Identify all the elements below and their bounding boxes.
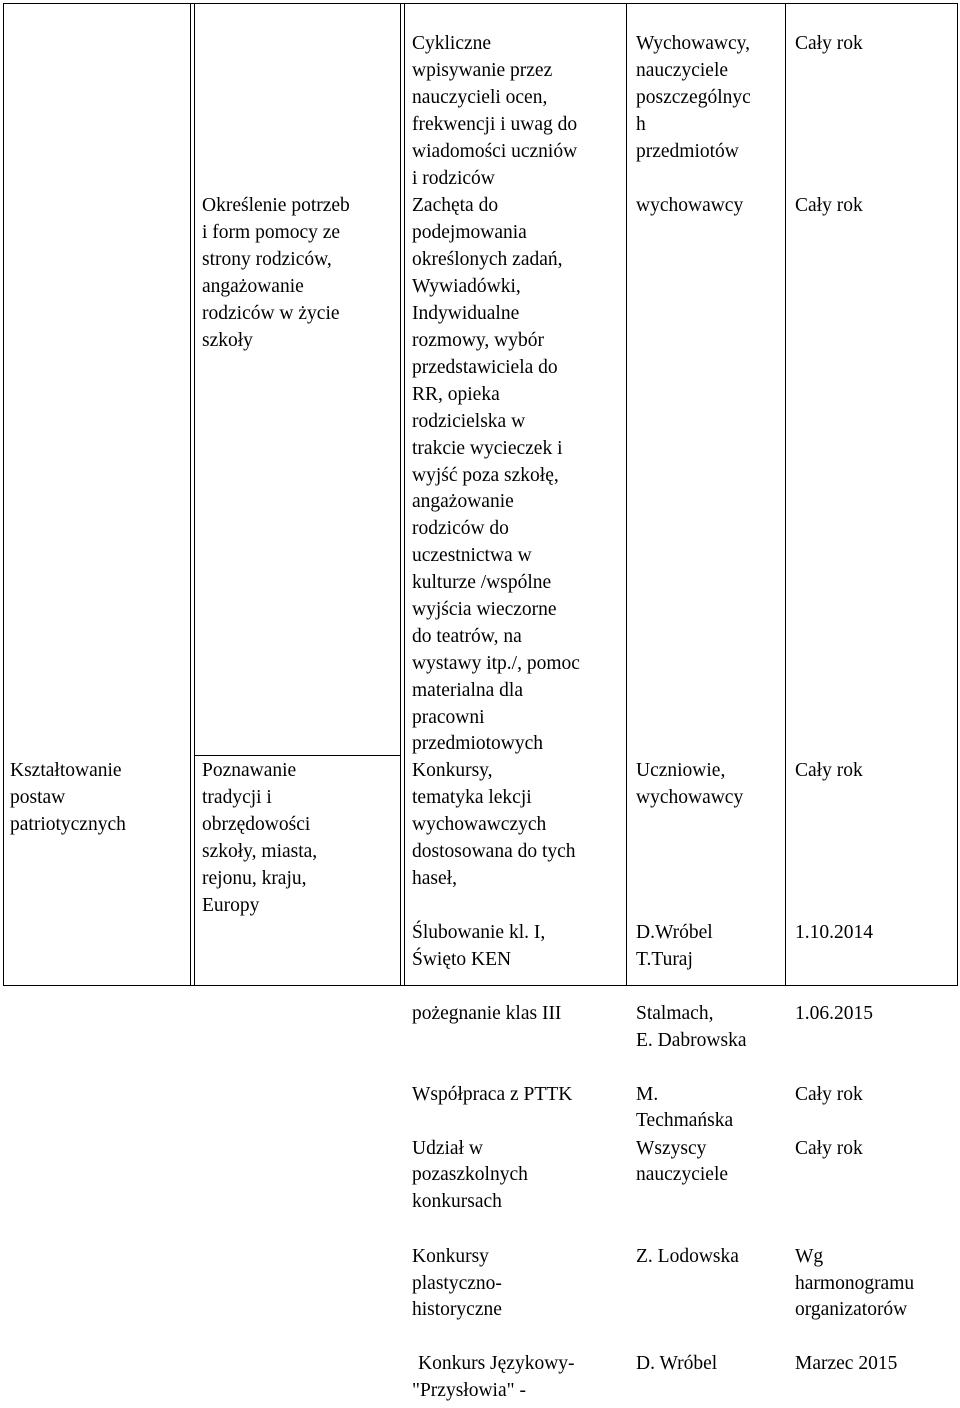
responsible-text: przedmiotów bbox=[636, 141, 739, 162]
responsible-text: Techmańska bbox=[636, 1110, 734, 1131]
activity-text: Wywiadówki, bbox=[412, 276, 521, 297]
term-text: Marzec 2015 bbox=[795, 1353, 898, 1374]
activity-text: Konkursy, bbox=[412, 760, 493, 781]
activity-text: określonych zadań, bbox=[412, 249, 563, 270]
activity-text: Święto KEN bbox=[412, 949, 512, 970]
term-text: 1.10.2014 bbox=[795, 922, 873, 943]
activity-text: wychowawczych bbox=[412, 814, 547, 835]
activity-text: Ślubowanie kl. I, bbox=[412, 922, 546, 943]
column-divider bbox=[404, 3, 405, 985]
term-text: Cały rok bbox=[795, 195, 863, 216]
term-text: organizatorów bbox=[795, 1299, 908, 1320]
responsible-text: Wychowawcy, bbox=[636, 33, 750, 54]
border-left bbox=[3, 3, 4, 985]
activity-text: podejmowania bbox=[412, 222, 527, 243]
column-divider bbox=[785, 3, 786, 985]
term-text: Wg bbox=[795, 1246, 824, 1267]
activity-text: pożegnanie klas III bbox=[412, 1003, 562, 1024]
goal-text: rodziców w życie bbox=[202, 303, 340, 324]
responsible-text: h bbox=[636, 114, 646, 135]
responsible-text: M. bbox=[636, 1084, 659, 1105]
responsible-text: D.Wróbel bbox=[636, 922, 713, 943]
activity-text: rozmowy, wybór bbox=[412, 330, 544, 351]
goal-text: tradycji i bbox=[202, 787, 272, 808]
activity-text: wpisywanie przez bbox=[412, 60, 553, 81]
border-top bbox=[3, 3, 958, 4]
activity-text: angażowanie bbox=[412, 491, 514, 512]
column-divider bbox=[190, 3, 191, 985]
goal-text: Określenie potrzeb bbox=[202, 195, 350, 216]
responsible-text: Wszyscy bbox=[636, 1138, 707, 1159]
goal-text: szkoły, miasta, bbox=[202, 841, 318, 862]
activity-text: wystawy itp./, pomoc bbox=[412, 653, 580, 674]
activity-text: frekwencji i uwag do bbox=[412, 114, 578, 135]
goal-text: strony rodziców, bbox=[202, 249, 332, 270]
term-text: Cały rok bbox=[795, 33, 863, 54]
responsible-text: nauczyciele bbox=[636, 1164, 729, 1185]
activity-text: pozaszkolnych bbox=[412, 1164, 528, 1185]
activity-text: konkursach bbox=[412, 1191, 502, 1212]
goal-text: angażowanie bbox=[202, 276, 304, 297]
column-divider bbox=[400, 3, 401, 985]
activity-text: plastyczno- bbox=[412, 1273, 502, 1294]
activity-text: RR, opieka bbox=[412, 384, 500, 405]
activity-text: do teatrów, na bbox=[412, 626, 522, 647]
term-text: Cały rok bbox=[795, 1084, 863, 1105]
activity-text: pracowni bbox=[412, 707, 485, 728]
responsible-text: wychowawcy bbox=[636, 195, 744, 216]
activity-text: materialna dla bbox=[412, 680, 523, 701]
activity-text: rodziców do bbox=[412, 518, 509, 539]
activity-text: Współpraca z PTTK bbox=[412, 1084, 573, 1105]
column-divider bbox=[194, 3, 195, 985]
term-text: 1.06.2015 bbox=[795, 1003, 873, 1024]
term-text: Cały rok bbox=[795, 1138, 863, 1159]
activity-text: przedstawiciela do bbox=[412, 357, 558, 378]
activity-text: Konkursy bbox=[412, 1246, 489, 1267]
responsible-text: E. Dabrowska bbox=[636, 1030, 747, 1051]
column-divider bbox=[626, 3, 627, 985]
category-text: postaw bbox=[10, 787, 66, 808]
term-text: harmonogramu bbox=[795, 1273, 915, 1294]
responsible-text: Uczniowie, bbox=[636, 760, 726, 781]
activity-text: kulturze /wspólne bbox=[412, 572, 552, 593]
goal-text: Europy bbox=[202, 895, 260, 916]
responsible-text: nauczyciele bbox=[636, 60, 729, 81]
activity-text: historyczne bbox=[412, 1299, 502, 1320]
border-bottom bbox=[3, 985, 958, 986]
responsible-text: T.Turaj bbox=[636, 949, 693, 970]
activity-text: Udział w bbox=[412, 1138, 483, 1159]
activity-text: nauczycieli ocen, bbox=[412, 87, 548, 108]
activity-text: wiadomości uczniów bbox=[412, 141, 578, 162]
goal-text: szkoły bbox=[202, 330, 253, 351]
responsible-text: wychowawcy bbox=[636, 787, 744, 808]
activity-text: wyjścia wieczorne bbox=[412, 599, 557, 620]
activity-text: tematyka lekcji bbox=[412, 787, 532, 808]
activity-text: trakcie wycieczek i bbox=[412, 438, 563, 459]
activity-text: rodzicielska w bbox=[412, 411, 526, 432]
activity-text: Zachęta do bbox=[412, 195, 499, 216]
activity-text: dostosowana do tych bbox=[412, 841, 576, 862]
activity-text: wyjść poza szkołę, bbox=[412, 465, 559, 486]
activity-text: przedmiotowych bbox=[412, 733, 544, 754]
border-right bbox=[957, 3, 958, 985]
activity-text: Indywidualne bbox=[412, 303, 520, 324]
goal-text: obrzędowości bbox=[202, 814, 311, 835]
goal-text: i form pomocy ze bbox=[202, 222, 341, 243]
responsible-text: Z. Lodowska bbox=[636, 1246, 739, 1267]
category-text: Kształtowanie bbox=[10, 760, 122, 781]
row-divider bbox=[194, 755, 400, 756]
responsible-text: poszczególnyc bbox=[636, 87, 751, 108]
responsible-text: D. Wróbel bbox=[636, 1353, 718, 1374]
goal-text: rejonu, kraju, bbox=[202, 868, 307, 889]
activity-text: haseł, bbox=[412, 868, 457, 889]
category-text: patriotycznych bbox=[10, 814, 126, 835]
activity-text: Cykliczne bbox=[412, 33, 492, 54]
term-text: Cały rok bbox=[795, 760, 863, 781]
activity-text: uczestnictwa w bbox=[412, 545, 532, 566]
activity-text: Konkurs Językowy- bbox=[418, 1353, 575, 1374]
goal-text: Poznawanie bbox=[202, 760, 297, 781]
activity-text: "Przysłowia" - bbox=[412, 1380, 526, 1401]
responsible-text: Stalmach, bbox=[636, 1003, 714, 1024]
activity-text: i rodziców bbox=[412, 168, 495, 189]
